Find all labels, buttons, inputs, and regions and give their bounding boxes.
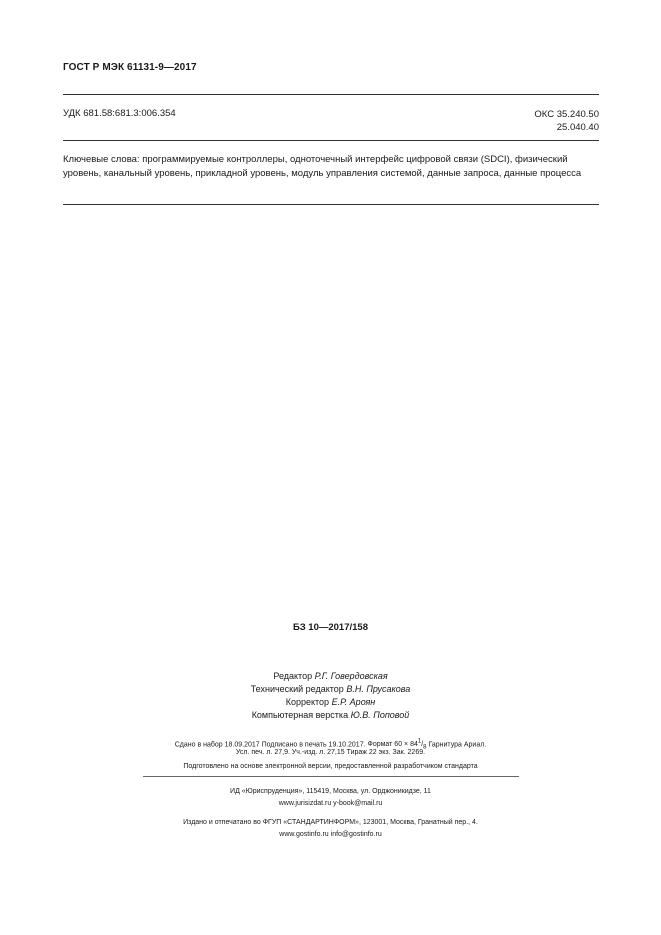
publisher-info bbox=[0, 786, 661, 810]
format-value: Формат $60 \times 84^1/_8$ bbox=[367, 739, 427, 751]
printer-info bbox=[0, 817, 661, 841]
printer-address: Издано и отпечатано во ФГУП «СТАНДАРТИНФОРМ», 123001, Москва, Гранатный пер., 4. bbox=[183, 819, 478, 826]
oks-codes bbox=[534, 108, 599, 134]
udk-code: УДК 681.58:681.3:006.354 bbox=[63, 108, 176, 119]
publisher-address: ИД «Юриспруденция», 115419, Москва, ул. Орджоникидзе, 11 bbox=[230, 788, 431, 795]
publisher-site: www.jurisizdat.ru bbox=[278, 800, 332, 807]
footer-divider bbox=[143, 776, 519, 777]
corrector-credit: Корректор Е.Р. Ароян bbox=[285, 697, 376, 707]
layout-credit: Компьютерная верстка Ю.В. Поповой bbox=[251, 710, 410, 720]
oks-code-1: ОКС 35.240.50 bbox=[534, 109, 599, 120]
editor-credit: Редактор Р.Г. Говердовская bbox=[273, 671, 388, 681]
bz-number: БЗ 10—2017/158 bbox=[293, 622, 368, 633]
keywords-divider bbox=[63, 204, 599, 205]
print-info-line-2: Усл. печ. л. 27,9. Уч.-изд. л. 27,15 Тираж 22 экз. Зак. 2269. bbox=[235, 749, 426, 756]
header-divider bbox=[63, 94, 599, 95]
tech-editor-credit: Технический редактор В.Н. Прусакова bbox=[250, 684, 411, 694]
printer-site: www.gostinfo.ru bbox=[279, 831, 329, 838]
print-info-line-1: Сдано в набор 18.09.2017 Подписано в печать 19.10.2017. Формат $60 \times 84^1/_8$ Гарнитура Ариал. bbox=[174, 739, 487, 751]
publisher-email: y-book@mail.ru bbox=[333, 800, 383, 807]
oks-code-2: 25.040.40 bbox=[556, 122, 599, 133]
classification-divider bbox=[63, 140, 599, 141]
document-designation: ГОСТ Р МЭК 61131-9—2017 bbox=[63, 62, 197, 73]
staff-credits bbox=[0, 670, 661, 722]
printer-email: info@gostinfo.ru bbox=[330, 831, 382, 838]
keywords: Ключевые слова: программируемые контроллеры, одноточечный интерфейс цифровой связи (SDCI), физический уровень, канальный уровень, прикладной уровень, модуль управления системой, данные запроса, данные процесса bbox=[63, 154, 582, 179]
prepared-note: Подготовлено на основе электронной версии, предоставленной разработчиком стандарта bbox=[183, 763, 478, 770]
